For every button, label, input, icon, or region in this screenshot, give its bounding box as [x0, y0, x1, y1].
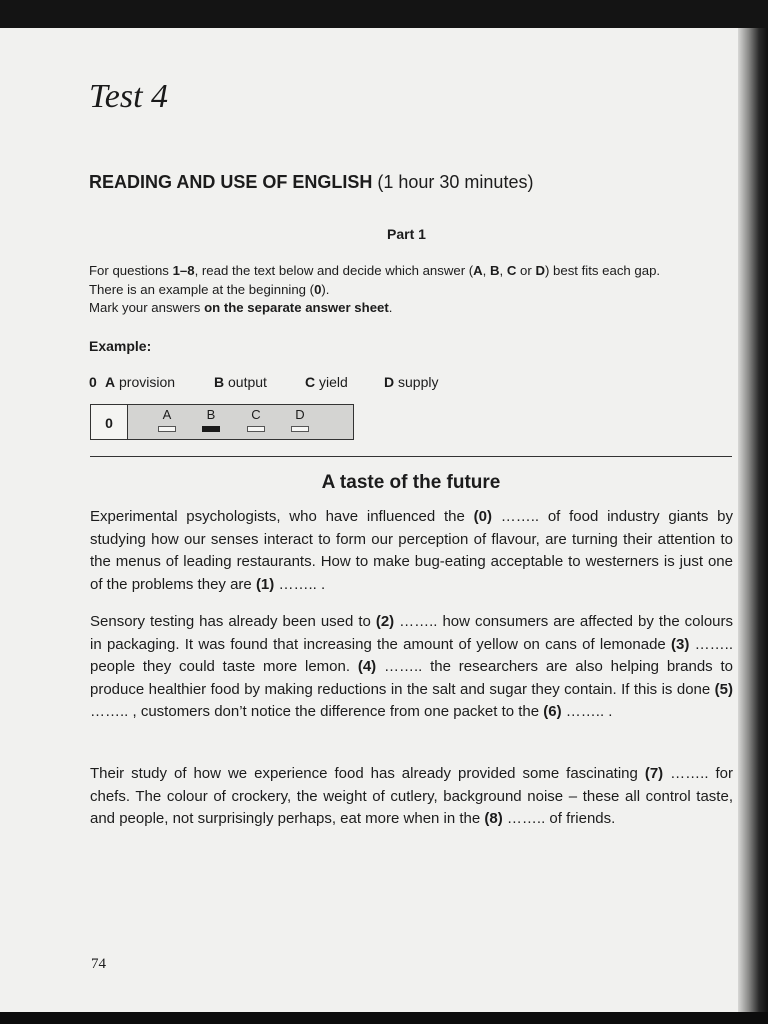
part-label: Part 1	[387, 226, 426, 242]
page-bottom-edge	[0, 1012, 768, 1024]
divider-rule	[90, 456, 732, 457]
selected-answer-mark	[202, 426, 220, 432]
instruction-line-1: For questions 1–8, read the text below and decide which answer (A, B, C or D) best fits each gap.	[89, 263, 661, 278]
example-answer-sheet	[90, 404, 354, 440]
article-paragraph-3: Their study of how we experience food has already provided some fascinating (7) …….. for chefs. The colour of crockery, the weight of cutlery, background noise – these all control taste, and people, not surprisingly perhaps, eat more when in the (8) …….. of friends.	[90, 765, 733, 827]
answer-bubble-b: B	[201, 407, 221, 432]
article-title: A taste of the future	[321, 472, 501, 493]
example-option-d: D supply	[384, 374, 439, 390]
instruction-line-3: Mark your answers on the separate answer sheet.	[89, 300, 393, 315]
article-paragraph-1: Experimental psychologists, who have influenced the (0) …….. of food industry giants by studying how our senses interact to form our perception of flavour, are turning their attention to the menus of leading restaurants. How to make bug-eating acceptable to westerners is just one of the problems they are (1) …….. .	[90, 508, 733, 593]
section-name: READING AND USE OF ENGLISH	[89, 172, 373, 192]
example-number: 0	[89, 374, 97, 390]
book-spine-shadow	[738, 28, 768, 1012]
answer-bubble-c: C	[246, 407, 266, 432]
example-option-c: C yield	[305, 374, 348, 390]
answer-sheet-number: 0	[91, 405, 128, 439]
answer-bubble-a: A	[157, 407, 177, 432]
example-label: Example:	[89, 338, 152, 354]
example-option-a: A provision	[105, 374, 176, 390]
answer-bubble-d: D	[290, 407, 310, 432]
section-title	[89, 172, 533, 193]
article-paragraph-2: Sensory testing has already been used to (2) …….. how consumers are affected by the colours in packaging. It was found that increasing the amount of yellow on cans of lemonade (3) …….. people they could taste more lemon. (4) …….. the researchers are also helping brands to produce healthier food by making reductions in the salt and sugar they contain. If this is done (5) …….. , customers don’t notice the difference from one packet to the (6) …….. .	[90, 613, 734, 720]
section-duration: (1 hour 30 minutes)	[377, 172, 534, 192]
test-title: Test 4	[89, 78, 169, 115]
example-option-b: B output	[214, 374, 267, 390]
page-number: 74	[91, 956, 106, 972]
instruction-line-2: There is an example at the beginning (0).	[89, 282, 330, 297]
